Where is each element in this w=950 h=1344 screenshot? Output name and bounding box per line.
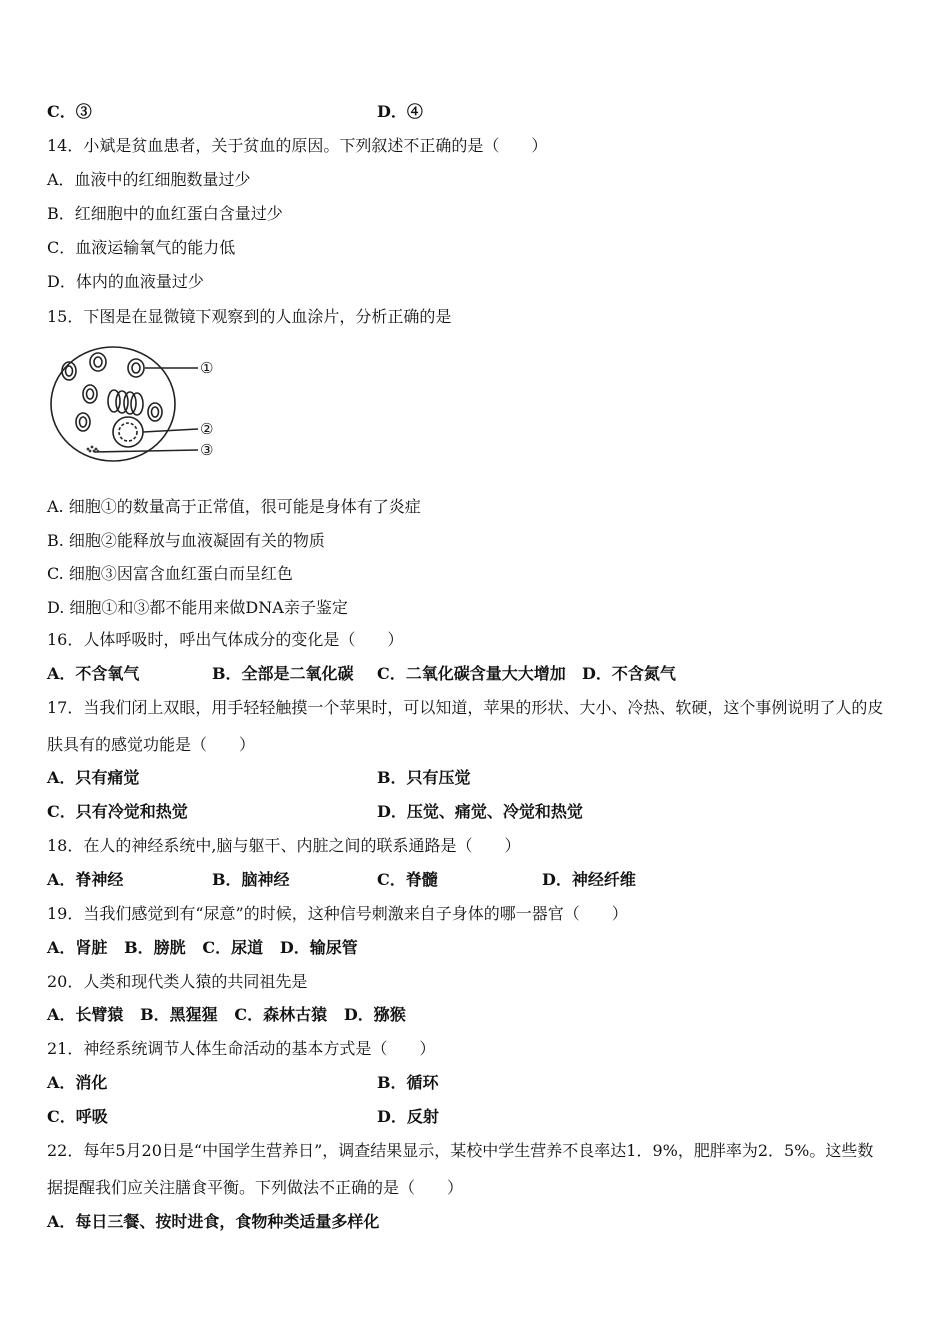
q20-options [47,1005,406,1025]
q22-stem-line1: 22．每年5月20日是“中国学生营养日”，调查结果显示，某校中学生营养不良率达1．9%，肥胖率为2．5%。这些数 [47,1141,874,1160]
q14-stem: 14．小斌是贫血患者，关于贫血的原因。下列叙述不正确的是（ ） [47,136,548,155]
q21-option-a: A．消化 [47,1073,108,1092]
label-3: ③ [200,441,214,459]
q16-option-a: A．不含氧气 [47,664,140,683]
q15-option-a: A. 细胞①的数量高于正常值，很可能是身体有了炎症 [47,497,421,516]
q16-option-b: B．全部是二氧化碳 [212,664,354,683]
q16-stem: 16．人体呼吸时，呼出气体成分的变化是（ ） [47,630,404,649]
q14-option-c: C．血液运输氧气的能力低 [47,238,236,257]
white-blood-cell [113,417,143,447]
microscope-field [51,347,175,461]
q17-option-b: B．只有压觉 [377,768,471,787]
q21-stem: 21．神经系统调节人体生命活动的基本方式是（ ） [47,1039,436,1058]
q18-option-c: C．脊髓 [377,870,438,889]
q16-option-c: C．二氧化碳含量大大增加 [377,664,566,683]
q15-option-d: D. 细胞①和③都不能用来做DNA亲子鉴定 [47,598,348,617]
q18-option-a: A．脊神经 [47,870,124,889]
q20-option-d: D．猕猴 [343,1005,406,1024]
q22-stem-line2: 据提醒我们应关注膳食平衡。下列做法不正确的是（ ） [47,1178,464,1197]
q17-option-a: A．只有痛觉 [47,768,140,787]
red-blood-cells [62,353,162,431]
q21-option-b: B．循环 [377,1073,439,1092]
q18-stem: 18．在人的神经系统中,脑与躯干、内脏之间的联系通路是（ ） [47,836,521,855]
q13-option-d: D．④ [377,102,423,121]
q20-option-a: A．长臂猿 [47,1005,124,1024]
q18-option-d: D．神经纤维 [542,870,636,889]
q20-option-c: C．森林古猿 [234,1005,328,1024]
label-1: ① [200,359,214,377]
q19-stem: 19．当我们感觉到有“尿意”的时候，这种信号刺激来自子身体的哪一器官（ ） [47,904,628,923]
q18-option-b: B．脑神经 [212,870,290,889]
label-2: ② [200,420,214,438]
q19-option-d: D．输尿管 [279,938,358,957]
q20-option-b: B．黑猩猩 [140,1005,218,1024]
platelets [87,446,100,453]
q21-option-d: D．反射 [377,1107,439,1126]
q20-stem: 20．人类和现代类人猿的共同祖先是 [47,972,308,991]
q14-option-a: A．血液中的红细胞数量过少 [47,170,251,189]
q14-option-d: D．体内的血液量过少 [47,272,204,291]
q13-option-c: C．③ [47,102,92,121]
q17-stem-line1: 17．当我们闭上双眼，用手轻轻触摸一个苹果时，可以知道，苹果的形状、大小、冷热、软硬，这个事例说明了人的皮 [47,698,884,717]
q19-option-b: B．膀胱 [124,938,186,957]
q16-option-d: D．不含氮气 [582,664,676,683]
q19-option-c: C．尿道 [202,938,264,957]
q17-option-d: D．压觉、痛觉、冷觉和热觉 [377,802,583,821]
q21-option-c: C．呼吸 [47,1107,108,1126]
q15-option-c: C. 细胞③因富含血红蛋白而呈红色 [47,564,293,583]
blood-smear-figure [46,343,226,468]
q17-option-c: C．只有冷觉和热觉 [47,802,188,821]
q19-option-a: A．肾脏 [47,938,108,957]
q14-option-b: B．红细胞中的血红蛋白含量过少 [47,204,283,223]
q17-stem-line2: 肤具有的感觉功能是（ ） [47,735,256,754]
q19-options [47,938,358,958]
q22-option-a: A．每日三餐、按时进食，食物种类适量多样化 [47,1212,380,1231]
q15-stem: 15．下图是在显微镜下观察到的人血涂片，分析正确的是 [47,307,452,326]
q15-option-b: B. 细胞②能释放与血液凝固有关的物质 [47,531,325,550]
